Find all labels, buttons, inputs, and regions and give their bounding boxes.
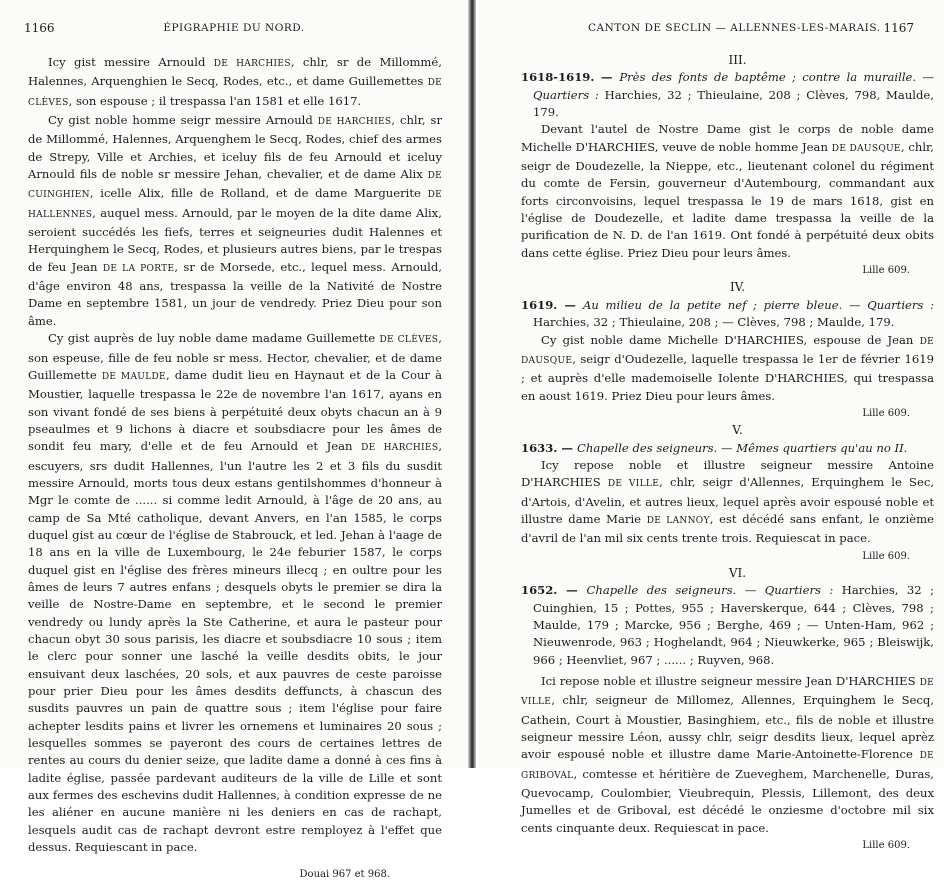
entry-header: 1652. — Chapelle des seigneurs. — Quartiers : Harchies, 32 ; Cuinghien, 15 ; Pottes, 955 ; Haverskerque, 644 ; Clèves, 798 ; Maulde, 179 ; Marcke, 956 ; Berghe, 469 ; — Unten-Ham, 962 ; Nieuwenrode, 963 ; Hoghelandt, 964 ; Nieuwkerke, 965 ; Bleiswijk, 966 ; Heenvliet, 967 ; ...... ; Ruyven, 968. <box>521 583 934 667</box>
entry-body: Cy gist noble dame Michelle D'HARCHIES, espouse de Jean DE DAUSQUE, seigr d'Oudezelle, laquelle trespassa le 1er de février 1619 ; et auprès d'elle mademoiselle Iolente D'HARCHIES, qui trespassa en aoust 1619. Priez Dieu pour leurs âmes. <box>521 332 934 403</box>
entry-source-reference: Lille 609. <box>862 840 910 852</box>
entry-header: 1633. — Chapelle des seigneurs. — Mêmes quartiers qu'au no II. <box>521 440 908 455</box>
left-page-text <box>28 54 442 884</box>
section-numeral: III. <box>728 53 747 67</box>
section-numeral: VI. <box>728 565 747 580</box>
book-gutter <box>468 0 476 768</box>
right-running-head: CANTON DE SECLIN — ALLENNES-LES-MARAIS. <box>588 22 881 34</box>
entry-body: Ici repose noble et illustre seigneur messire Jean D'HARCHIES DE VILLE, chlr, seigneur de Millomez, Allennes, Erquinghem le Secq, Cathein, Court à Moustier, Basinghiem, etc., fils de noble et illustre seigneur messire Léon, aussy chlr, seigr desdits lieux, lequel aprèz avoir espousé noble et illustre dame Marie-Antoinette-Florence DE GRIBOVAL, comtesse et héritière de Zueveghem, Marchenelle, Duras, Quevocamp, Coulombier, Vieubrequin, Plessis, Lillemont, des deux Jumelles et de Griboval, est décédé le onziesme d'octobre mil six cents cinquante deux. Requiescat in pace. <box>521 674 934 835</box>
entry-header: 1618-1619. — Près des fonts de baptême ; contre la muraille. — Quartiers : Harchies, 32 ; Thieulaine, 208 ; Clèves, 798, Maulde, 179. <box>521 70 934 120</box>
left-page <box>0 0 468 881</box>
entry-body: Icy repose noble et illustre seigneur messire Antoine D'HARCHIES DE VILLE, chlr, seigr d'Allennes, Erquinghem le Sec, d'Artois, d'Avelin, et autres lieux, lequel après avoir espousé noble et illustre dame Marie DE LANNOY, est décédé sans enfant, le onzième d'avril de l'an mil six cents trente trois. Requiescat in pace. <box>521 457 935 546</box>
section-numeral: IV. <box>729 280 746 295</box>
entry-source-reference: Lille 609. <box>862 265 910 277</box>
entry-source-reference: Lille 609. <box>862 550 910 562</box>
inscription-paragraph-2: Cy gist noble homme seigr messire Arnould DE HARCHIES, chlr, sr de Millommé, Halennes, Arquenghem le Secq, Rodes, chief des armes de Strepy, Ville et Archies, et iceluy fils de feu Arnould et iceluy Arnould fils de noble sr messire Jehan, chevalier, et de dame Alix DE CUINGHIEN, icelle Alix, fille de Rolland, et de dame Marguerite DE HALLENNES, auquel mess. Arnould, par le moyen de la dite dame Alix, seroient succédés les fiefs, terres et seigneuries dudit Halennes et Herquinghem le Secq, Rodes, et plusieurs autres biens, par le trespas de feu Jean DE LA PORTE, sr de Morsede, etc., lequel mess. Arnould, d'âge environ 48 ans, trespassa la veille de la Nativité de Nostre Dame en septembre 1581, un jour de vendredy. Priez Dieu pour son âme. <box>28 113 442 328</box>
right-page-number: 1167 <box>883 21 914 35</box>
left-source-reference: Douai 967 et 968. <box>299 869 390 881</box>
entry-header: 1619. — Au milieu de la petite nef ; pierre bleue. — Quartiers : Harchies, 32 ; Thieulaine, 208 ; — Clèves, 798 ; Maulde, 179. <box>521 297 934 330</box>
left-page-number: 1166 <box>24 21 55 35</box>
section-numeral: V. <box>732 423 743 438</box>
right-page-text <box>521 52 934 854</box>
inscription-paragraph-1: Icy gist messire Arnould DE HARCHIES, chlr, sr de Millommé, Halennes, Arquenghien le Secq, Rodes, etc., et dame Guillemettes DE CLÈVES, son espouse ; il trespassa l'an 1581 et elle 1617. <box>28 55 442 108</box>
entry-source-reference: Lille 609. <box>862 407 910 419</box>
inscription-paragraph-3: Cy gist auprès de luy noble dame madame Guillemette DE CLÈVES, son espeuse, fille de feu noble sr mess. Hector, chevalier, et de dame Guillemette DE MAULDE, dame dudit lieu en Haynaut et de la Cour à Moustier, laquelle trespassa le 22e de novembre l'an 1617, ayans en son vivant fondé de ses biens à perpétuité deux obyts chacun an à 9 pseaulmes et 9 lichons à diacre et soubsdiacre pour les âmes de sondit feu mary, d'elle et de feu Arnould et Jean DE HARCHIES, escuyers, srs dudit Hallennes, l'un l'autre les 2 et 3 fils du susdit messire Arnould, morts tous deux estans gentilshommes d'honneur à Mgr le comte de ...... si comme ledit Arnould, à l'âge de 20 ans, au camp de Sa Mté catholique, devant Anvers, en l'an 1585, le corps duquel gist au cœur de l'église de Stabrouck, et led. Jehan à l'aage de 18 ans en la ville de Luxembourg, le 24e feburier 1587, le corps duquel gist en l'église des frères mineurs illecq ; en oultre pour les âmes de leurs 7 autres enfans ; desquels obyts le premier se dira la veille de Nostre-Dame en septembre, et le second le premier vendredy ou lundy après la Ste Catherine, et aura le pasteur pour chacun obyt 30 sous parisis, les diacre et soubsdiacre 10 sous ; item le clerc pour sonner une lasché la veille desdits obits, le jour ensuivant deux laschées, 20 sols, et aux pauvres de ceste paroisse pour prier Dieu pour les âmes desdits deffuncts, à chascun des susdits pauvres un pain de quattre sous ; item l'église pour faire achepter lesdits pains et livrer les ornemens et luminaires 20 sous ; lesquelles sommes se payeront des cours de certaines lettres de rentes au cours du denier seize, que ladite dame a donné à ces fins à ladite église, passée pardevant auditeurs de la ville de Lille et sont aux fermes des eschevins dudit Hallennes, à condition expresse de ne les aliéner en aucune manière ni les deniers en cas de rachapt, lesquels audit cas de rachapt devront estre remployez à l'effet que dessus. Requiescant in pace. <box>28 331 443 855</box>
entry-body: Devant l'autel de Nostre Dame gist le corps de noble dame Michelle D'HARCHIES, veuve de noble homme Jean DE DAUSQUE, chlr, seigr de Doudezelle, la Nieppe, etc., lieutenant colonel du régiment du comte de Fersin, gouverneur d'Autembourg, commandant aux forts circonvoisins, lequel trespassa le 19 de mars 1618, gist en l'église de Doudezelle, et ladite dame trespassa la veille de la purification de N. D. de l'an 1619. Ont fondé à perpétuité deux obits dans cette église. Priez Dieu pour leurs âmes. <box>521 122 934 260</box>
right-page <box>476 0 944 852</box>
left-running-head: ÉPIGRAPHIE DU NORD. <box>163 22 305 34</box>
